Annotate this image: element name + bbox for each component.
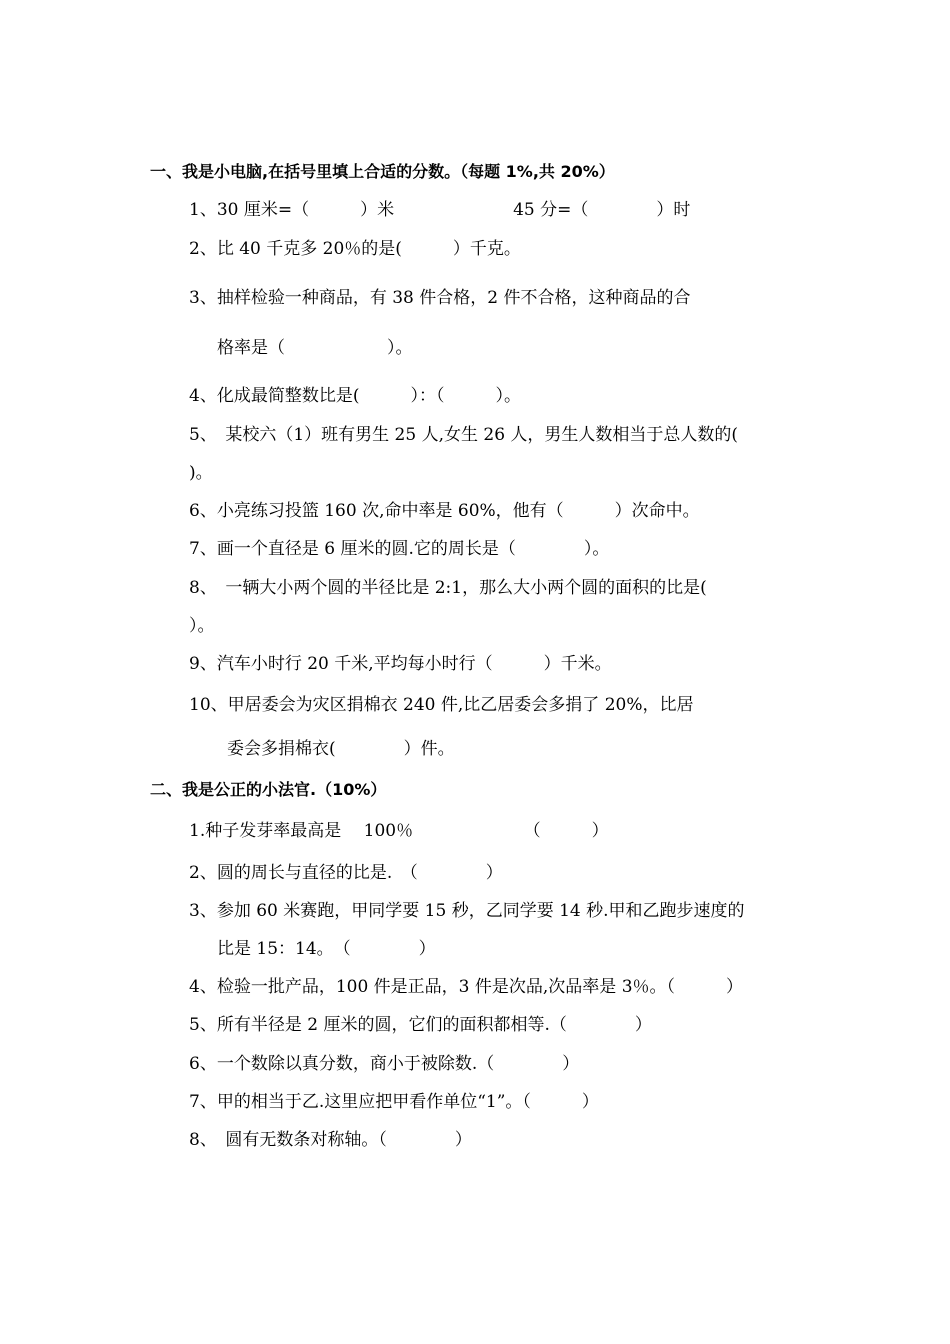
- question-2-5: 5、所有半径是 2 厘米的圆，它们的面积都相等.（ ）: [189, 1015, 652, 1035]
- section2-heading: 二、我是公正的小法官.（10%）: [150, 780, 387, 799]
- question-2-4: 4、检验一批产品，100 件是正品，3 件是次品,次品率是 3％。（ ）: [189, 977, 744, 997]
- question-1-1: 1、30 厘米=（ ）米 45 分=（ ）时: [189, 200, 691, 220]
- question-1-3-line2: 格率是（ ）。: [217, 338, 413, 358]
- question-1-4: 4、化成最简整数比是( ）：（ ）。: [189, 386, 521, 406]
- question-1-7: 7、画一个直径是 6 厘米的圆.它的周长是（ ）。: [189, 539, 610, 559]
- question-1-8-line2: ）。: [189, 616, 215, 636]
- question-1-9: 9、汽车小时行 20 千米,平均每小时行（ ）千米。: [189, 654, 612, 674]
- question-2-6: 6、一个数除以真分数，商小于被除数.（ ）: [189, 1054, 580, 1074]
- question-1-5-line1: 5、 某校六（1）班有男生 25 人,女生 26 人，男生人数相当于总人数的(: [189, 425, 739, 445]
- section1-heading: 一、我是小电脑,在括号里填上合适的分数。（每题 1%,共 20%）: [150, 162, 615, 181]
- question-1-6: 6、小亮练习投篮 160 次,命中率是 60%，他有（ ）次命中。: [189, 501, 700, 521]
- question-1-3-line1: 3、抽样检验一种商品，有 38 件合格，2 件不合格，这种商品的合: [189, 288, 691, 308]
- question-2-1: 1.种子发芽率最高是 100％ （ ）: [189, 821, 609, 841]
- question-1-10-line2: 委会多捐棉衣( ）件。: [227, 739, 455, 759]
- question-2-7: 7、甲的相当于乙.这里应把甲看作单位“1”。（ ）: [189, 1092, 599, 1112]
- question-2-3-line1: 3、参加 60 米赛跑，甲同学要 15 秒，乙同学要 14 秒.甲和乙跑步速度的: [189, 901, 745, 921]
- question-1-5-line2: )。: [189, 463, 213, 483]
- question-1-10-line1: 10、甲居委会为灾区捐棉衣 240 件,比乙居委会多捐了 20%，比居: [189, 695, 694, 715]
- question-2-2: 2、圆的周长与直径的比是. （ ）: [189, 863, 503, 883]
- question-2-8: 8、 圆有无数条对称轴。（ ）: [189, 1130, 472, 1150]
- question-2-3-line2: 比是 15：14。 （ ）: [217, 939, 436, 959]
- question-1-8-line1: 8、 一辆大小两个圆的半径比是 2:1，那么大小两个圆的面积的比是(: [189, 578, 707, 598]
- question-1-2: 2、比 40 千克多 20％的是( ）千克。: [189, 239, 521, 259]
